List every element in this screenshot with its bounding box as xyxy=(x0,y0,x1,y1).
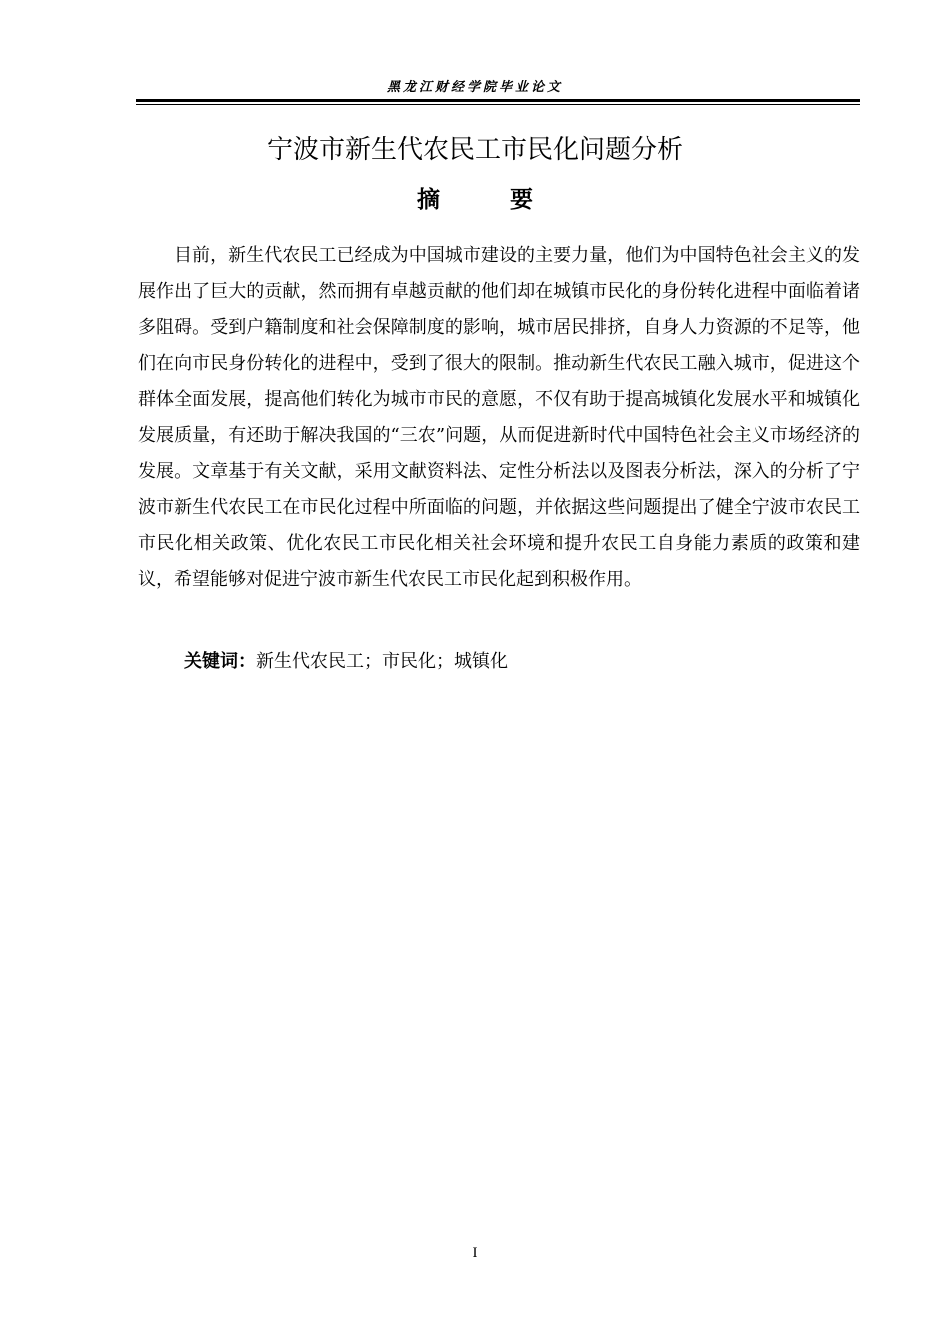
header-rule-thin xyxy=(136,104,860,105)
running-header: 黑龙江财经学院毕业论文 xyxy=(386,80,563,95)
keywords-value: 新生代农民工；市民化；城镇化 xyxy=(256,651,508,672)
header-rule-thick xyxy=(136,99,860,102)
paper-title: 宁波市新生代农民工市民化问题分析 xyxy=(266,135,683,165)
abstract-heading-char-2: 要 xyxy=(510,187,533,213)
keywords-line xyxy=(184,647,508,677)
abstract-heading xyxy=(0,184,950,216)
abstract-heading-char-1: 摘 xyxy=(417,187,440,213)
abstract-body: 目前，新生代农民工已经成为中国城市建设的主要力量，他们为中国特色社会主义的发展作出了巨大的贡献，然而拥有卓越贡献的他们却在城镇市民化的身份转化进程中面临着诸多阻碍。受到户籍制度和社会保障制度的影响，城市居民排挤，自身人力资源的不足等，他们在向市民身份转化的进程中，受到了很大的限制。推动新生代农民工融入城市，促进这个群体全面发展，提高他们转化为城市市民的意愿，不仅有助于提高城镇化发展水平和城镇化发展质量，有还助于解决我国的“三农”问题，从而促进新时代中国特色社会主义市场经济的发展。文章基于有关文献，采用文献资料法、定性分析法以及图表分析法，深入的分析了宁波市新生代农民工在市民化过程中所面临的问题，并依据这些问题提出了健全宁波市农民工市民化相关政策、优化农民工市民化相关社会环境和提升农民工自身能力素质的政策和建议，希望能够对促进宁波市新生代农民工市民化起到积极作用。 xyxy=(138,245,860,590)
page-number: I xyxy=(472,1245,478,1261)
keywords-label: 关键词： xyxy=(184,651,256,672)
